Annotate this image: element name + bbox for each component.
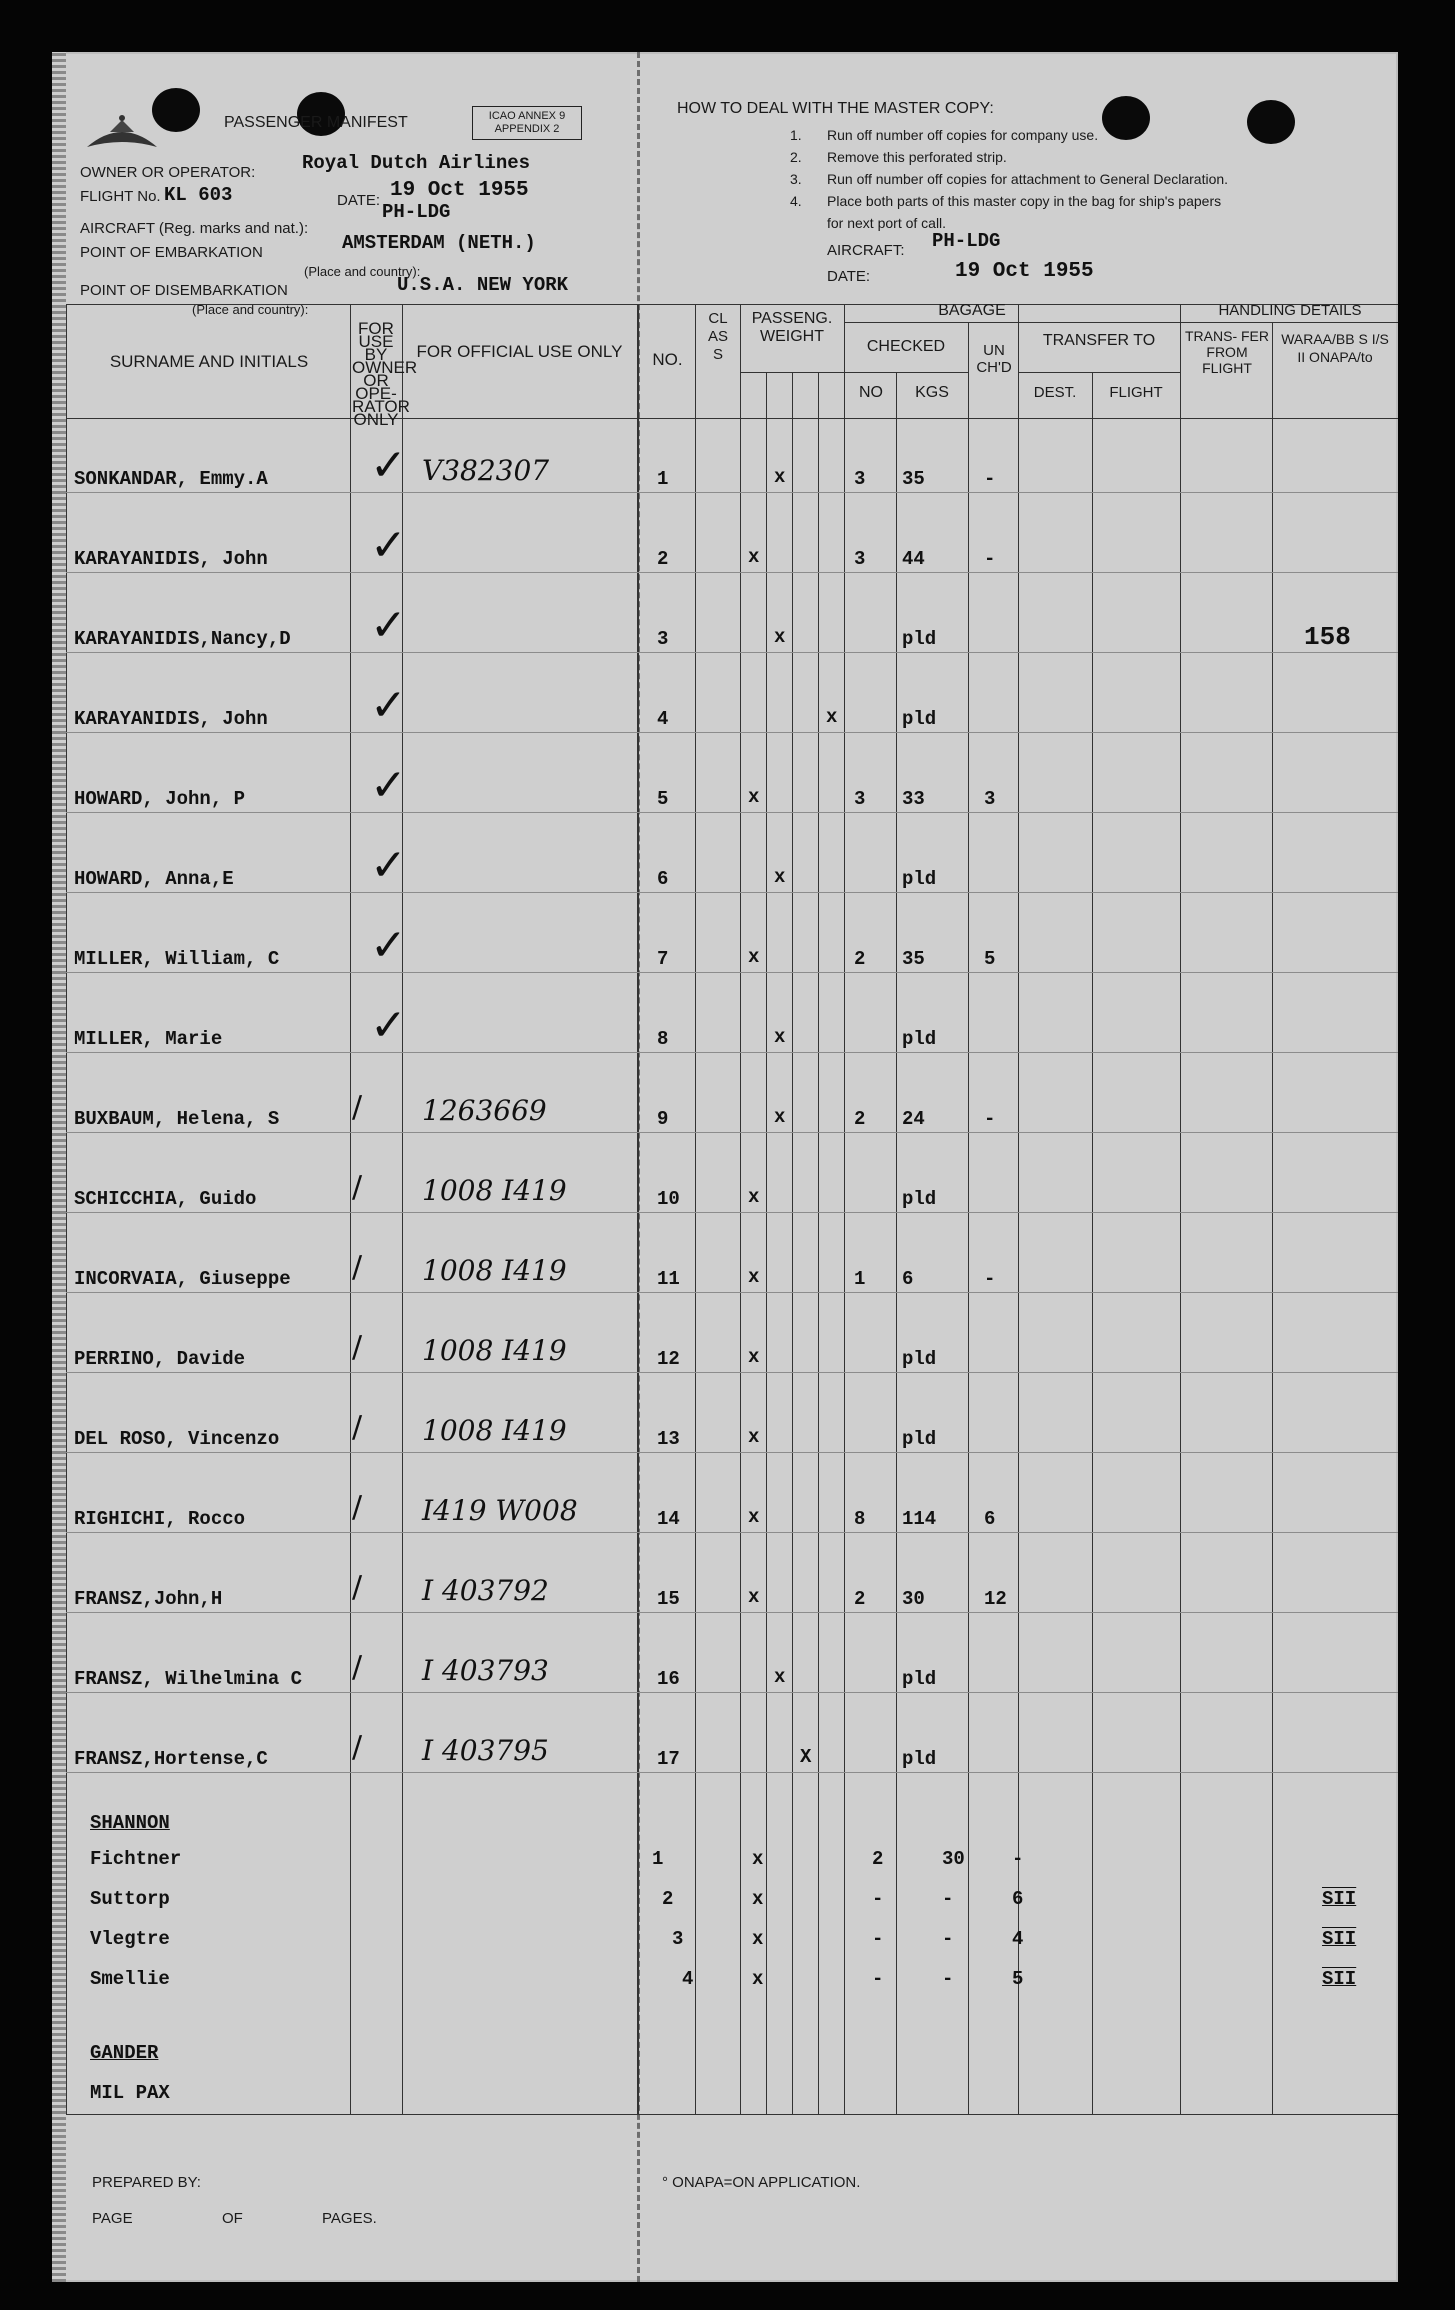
pages-label: PAGES.: [322, 2210, 377, 2227]
bag-kgs: 44: [902, 548, 925, 570]
col-flight: FLIGHT: [1109, 384, 1163, 401]
shannon-weight: x: [752, 1968, 764, 1990]
header-subrule: [740, 372, 844, 373]
table-bottom-rule: [66, 2114, 1398, 2115]
passenger-name: MILLER, William, C: [74, 948, 280, 970]
passenger-name: FRANSZ, Wilhelmina C: [74, 1668, 303, 1690]
shannon-bag-count: -: [872, 1888, 884, 1910]
dash-mark-icon: ∕: [352, 1730, 363, 1765]
col-weight: PASSENG. WEIGHT: [751, 310, 833, 345]
punch-hole: [1102, 96, 1150, 140]
bag-kgs: pld: [902, 868, 937, 890]
bag-kgs: 24: [902, 1108, 925, 1130]
dash-mark-icon: ∕: [352, 1490, 363, 1525]
row-rule: [66, 572, 1398, 573]
col-rule: [792, 372, 793, 2114]
row-rule: [66, 1132, 1398, 1133]
passenger-no: 9: [657, 1108, 669, 1130]
official-doc-number: I419 W008: [422, 1494, 578, 1527]
col-rule: [1018, 304, 1019, 2114]
col-official: FOR OFFICIAL USE ONLY: [416, 342, 623, 361]
instruction-text: Run off number off copies for company use.: [827, 127, 1099, 143]
col-handling: HANDLING DETAILS: [1218, 302, 1362, 319]
instr-date-label: DATE:: [827, 268, 871, 285]
sheet-edge: [52, 52, 66, 2282]
weight-mark: x: [748, 546, 760, 568]
shannon-bag-kgs: -: [942, 1888, 954, 1910]
bag-count: 2: [854, 1108, 866, 1130]
bag-kgs: 35: [902, 468, 925, 490]
page-label: PAGE: [92, 2210, 133, 2227]
dash-mark-icon: ∕: [352, 1410, 363, 1445]
dash-mark-icon: ∕: [352, 1170, 363, 1205]
row-rule: [66, 1532, 1398, 1533]
passenger-name: HOWARD, John, P: [74, 788, 246, 810]
instructions-title: HOW TO DEAL WITH THE MASTER COPY:: [677, 100, 994, 117]
shannon-handling: SII: [1322, 1928, 1357, 1950]
col-surname: SURNAME AND INITIALS: [109, 352, 309, 371]
shannon-handling: SII: [1322, 1968, 1357, 1990]
shannon-bag-kgs: -: [942, 1968, 954, 1990]
shannon-unchecked: 5: [1012, 1968, 1024, 1990]
weight-mark: x: [748, 1186, 760, 1208]
passenger-no: 3: [657, 628, 669, 650]
shannon-bag-count: 2: [872, 1848, 884, 1870]
bag-kgs: pld: [902, 1748, 937, 1770]
bag-kgs: pld: [902, 1668, 937, 1690]
passenger-name: KARAYANIDIS,Nancy,D: [74, 628, 291, 650]
unchecked-bags: -: [984, 548, 996, 570]
official-doc-number: V382307: [422, 454, 550, 487]
official-doc-number: I 403793: [422, 1654, 549, 1687]
date-label: DATE:: [337, 192, 381, 209]
passenger-name: INCORVAIA, Giuseppe: [74, 1268, 291, 1290]
passenger-name: PERRINO, Davide: [74, 1348, 246, 1370]
disembark-label: POINT OF DISEMBARKATION: [80, 282, 288, 299]
shannon-unchecked: -: [1012, 1848, 1024, 1870]
weight-mark: x: [774, 626, 786, 648]
bag-count: 2: [854, 948, 866, 970]
shannon-name: Fichtner: [90, 1848, 182, 1870]
weight-mark: X: [800, 1746, 812, 1768]
row-rule: [66, 892, 1398, 893]
weight-mark: x: [774, 1106, 786, 1128]
shannon-name: Smellie: [90, 1968, 170, 1990]
bag-count: 3: [854, 788, 866, 810]
shannon-handling: SII: [1322, 1888, 1357, 1910]
passenger-no: 6: [657, 868, 669, 890]
unchecked-bags: -: [984, 1108, 996, 1130]
unchecked-bags: 5: [984, 948, 996, 970]
official-doc-number: 1008 I419: [422, 1174, 567, 1207]
shannon-no: 1: [652, 1848, 664, 1870]
col-owner-use: FOR USE BY OWNER OR OPE- RATOR ONLY: [352, 319, 418, 429]
col-dest: DEST.: [1033, 384, 1077, 401]
passenger-no: 15: [657, 1588, 680, 1610]
checkmark-icon: ✓: [370, 600, 407, 651]
owner-label: OWNER OR OPERATOR:: [80, 164, 256, 181]
shannon-bag-kgs: -: [942, 1928, 954, 1950]
header-subrule: [844, 322, 1398, 323]
col-transfer: TRANSFER TO: [1042, 332, 1156, 349]
weight-mark: x: [774, 866, 786, 888]
passenger-name: DEL ROSO, Vincenzo: [74, 1428, 280, 1450]
onapa-note: ° ONAPA=ON APPLICATION.: [662, 2174, 861, 2191]
shannon-unchecked: 6: [1012, 1888, 1024, 1910]
shannon-name: Vlegtre: [90, 1928, 170, 1950]
passenger-name: SONKANDAR, Emmy.A: [74, 468, 268, 490]
unchecked-bags: 12: [984, 1588, 1007, 1610]
official-doc-number: 1263669: [422, 1094, 547, 1127]
col-rule: [844, 304, 845, 2114]
col-rule: [66, 304, 67, 2114]
disembark-sub: (Place and country):: [192, 302, 309, 317]
unchecked-bags: 3: [984, 788, 996, 810]
dash-mark-icon: ∕: [352, 1250, 363, 1285]
official-doc-number: 1008 I419: [422, 1414, 567, 1447]
weight-mark: x: [826, 706, 838, 728]
date-value: 19 Oct 1955: [390, 179, 529, 202]
shannon-title: SHANNON: [90, 1812, 170, 1834]
dash-mark-icon: ∕: [352, 1330, 363, 1365]
weight-mark: x: [748, 1266, 760, 1288]
shannon-name: Suttorp: [90, 1888, 170, 1910]
manifest-sheet: [52, 52, 1398, 2282]
weight-mark: x: [748, 1426, 760, 1448]
row-rule: [66, 972, 1398, 973]
shannon-no: 4: [682, 1968, 694, 1990]
shannon-bag-count: -: [872, 1928, 884, 1950]
onapa-text: ONAPA=ON APPLICATION.: [672, 2174, 861, 2191]
instr-date-value: 19 Oct 1955: [955, 260, 1094, 283]
instruction-text: Place both parts of this master copy in the bag for ship's papers: [827, 193, 1222, 209]
col-rule: [350, 304, 351, 2114]
col-class: CLASS: [707, 310, 728, 363]
checkmark-icon: ✓: [370, 1000, 407, 1051]
col-rule: [1272, 322, 1273, 2114]
passenger-name: SCHICCHIA, Guido: [74, 1188, 257, 1210]
col-kgs: KGS: [915, 384, 949, 401]
annex-box: ICAO ANNEX 9 APPENDIX 2: [472, 106, 582, 140]
row-rule: [66, 812, 1398, 813]
row-rule: [66, 1612, 1398, 1613]
bag-count: 8: [854, 1508, 866, 1530]
instruction-number: 1.: [790, 127, 802, 143]
passenger-no: 10: [657, 1188, 680, 1210]
form-title: PASSENGER MANIFEST: [224, 114, 408, 131]
row-rule: [66, 652, 1398, 653]
checkmark-icon: ✓: [370, 840, 407, 891]
row-rule: [66, 1052, 1398, 1053]
checkmark-icon: ✓: [370, 760, 407, 811]
shannon-unchecked: 4: [1012, 1928, 1024, 1950]
passenger-no: 14: [657, 1508, 680, 1530]
passenger-name: KARAYANIDIS, John: [74, 548, 268, 570]
row-rule: [66, 1372, 1398, 1373]
embark-value: AMSTERDAM (NETH.): [342, 232, 536, 254]
shannon-weight: x: [752, 1848, 764, 1870]
weight-mark: x: [748, 1346, 760, 1368]
flight-label: FLIGHT No.: [80, 188, 161, 205]
col-transfer-from: TRANS- FER FROM FLIGHT: [1185, 328, 1269, 376]
row-rule: [66, 1212, 1398, 1213]
dash-mark-icon: ∕: [352, 1570, 363, 1605]
row-rule: [66, 732, 1398, 733]
bag-kgs: pld: [902, 1348, 937, 1370]
weight-mark: x: [748, 946, 760, 968]
weight-mark: x: [774, 1026, 786, 1048]
weight-mark: x: [748, 786, 760, 808]
col-rule: [968, 322, 969, 2114]
header-subrule: [1018, 372, 1180, 373]
passenger-no: 1: [657, 468, 669, 490]
passenger-name: BUXBAUM, Helena, S: [74, 1108, 280, 1130]
instruction-number: 3.: [790, 171, 802, 187]
col-rule: [766, 372, 767, 2114]
owner-value: Royal Dutch Airlines: [302, 152, 531, 174]
col-rule: [896, 372, 897, 2114]
gander-title: GANDER: [90, 2042, 159, 2064]
passenger-no: 12: [657, 1348, 680, 1370]
shannon-weight: x: [752, 1928, 764, 1950]
instruction-text: Remove this perforated strip.: [827, 149, 1007, 165]
prepared-by-label: PREPARED BY:: [92, 2174, 201, 2191]
row-rule: [66, 1692, 1398, 1693]
klm-crown-logo-icon: [82, 112, 162, 162]
header-subrule: [844, 372, 968, 373]
bag-kgs: 114: [902, 1508, 937, 1530]
col-rule: [740, 304, 741, 2114]
punch-hole: [1247, 100, 1295, 144]
unchecked-bags: -: [984, 468, 996, 490]
bag-kgs: 6: [902, 1268, 914, 1290]
passenger-name: HOWARD, Anna,E: [74, 868, 234, 890]
passenger-no: 17: [657, 1748, 680, 1770]
bag-kgs: pld: [902, 1028, 937, 1050]
dash-mark-icon: ∕: [352, 1090, 363, 1125]
col-baggage: BAGAGE: [938, 302, 1006, 319]
instruction-number: 4.: [790, 193, 802, 209]
dash-mark-icon: ∕: [352, 1650, 363, 1685]
unchecked-bags: 6: [984, 1508, 996, 1530]
passenger-no: 13: [657, 1428, 680, 1450]
passenger-name: FRANSZ,Hortense,C: [74, 1748, 268, 1770]
col-waraa: WARAA/BB S I/S II ONAPA/to: [1281, 331, 1389, 365]
instr-aircraft-label: AIRCRAFT:: [827, 242, 905, 259]
checkmark-icon: ✓: [370, 440, 407, 491]
col-checked: CHECKED: [866, 338, 946, 355]
aircraft-value: PH-LDG: [382, 201, 451, 223]
instruction-number: 2.: [790, 149, 802, 165]
passenger-no: 5: [657, 788, 669, 810]
col-rule: [402, 304, 403, 2114]
official-doc-number: 1008 I419: [422, 1334, 567, 1367]
col-unchd: UN CH'D: [976, 342, 1012, 376]
bag-count: 3: [854, 548, 866, 570]
table-header-rule: [66, 418, 1398, 419]
col-rule: [1092, 372, 1093, 2114]
passenger-no: 4: [657, 708, 669, 730]
flight-value: KL 603: [164, 184, 233, 206]
bag-count: 2: [854, 1588, 866, 1610]
col-bag-no: NO: [859, 384, 883, 401]
passenger-no: 11: [657, 1268, 680, 1290]
instr-aircraft-value: PH-LDG: [932, 230, 1001, 252]
bag-count: 3: [854, 468, 866, 490]
passenger-name: MILLER, Marie: [74, 1028, 223, 1050]
embark-label: POINT OF EMBARKATION: [80, 244, 263, 261]
of-label: OF: [222, 2210, 243, 2227]
bag-kgs: 33: [902, 788, 925, 810]
weight-mark: x: [748, 1506, 760, 1528]
row-rule: [66, 1292, 1398, 1293]
weight-mark: x: [748, 1586, 760, 1608]
col-rule: [818, 372, 819, 2114]
shannon-bag-kgs: 30: [942, 1848, 965, 1870]
gander-sub: MIL PAX: [90, 2082, 170, 2104]
handling-note: 158: [1304, 622, 1351, 652]
bag-kgs: pld: [902, 708, 937, 730]
instruction-text: for next port of call.: [827, 215, 947, 231]
shannon-no: 3: [672, 1928, 684, 1950]
bag-kgs: pld: [902, 628, 937, 650]
bag-count: 1: [854, 1268, 866, 1290]
passenger-name: FRANSZ,John,H: [74, 1588, 223, 1610]
passenger-name: KARAYANIDIS, John: [74, 708, 268, 730]
official-doc-number: 1008 I419: [422, 1254, 567, 1287]
disembark-value: U.S.A. NEW YORK: [397, 274, 569, 296]
passenger-no: 7: [657, 948, 669, 970]
checkmark-icon: ✓: [370, 520, 407, 571]
official-doc-number: I 403795: [422, 1734, 549, 1767]
passenger-no: 16: [657, 1668, 680, 1690]
shannon-weight: x: [752, 1888, 764, 1910]
weight-mark: x: [774, 466, 786, 488]
col-rule: [637, 304, 639, 2114]
col-rule: [695, 304, 696, 2114]
row-rule: [66, 492, 1398, 493]
passenger-no: 8: [657, 1028, 669, 1050]
col-rule: [1180, 304, 1181, 2114]
bag-kgs: pld: [902, 1428, 937, 1450]
bag-kgs: pld: [902, 1188, 937, 1210]
col-no: NO.: [652, 350, 683, 369]
instruction-text: Run off number off copies for attachment to General Declaration.: [827, 171, 1229, 187]
unchecked-bags: -: [984, 1268, 996, 1290]
passenger-no: 2: [657, 548, 669, 570]
shannon-bag-count: -: [872, 1968, 884, 1990]
official-doc-number: I 403792: [422, 1574, 549, 1607]
checkmark-icon: ✓: [370, 920, 407, 971]
bag-kgs: 35: [902, 948, 925, 970]
shannon-no: 2: [662, 1888, 674, 1910]
row-rule: [66, 1772, 1398, 1773]
bag-kgs: 30: [902, 1588, 925, 1610]
aircraft-label: AIRCRAFT (Reg. marks and nat.):: [80, 220, 309, 237]
passenger-name: RIGHICHI, Rocco: [74, 1508, 246, 1530]
checkmark-icon: ✓: [370, 680, 407, 731]
row-rule: [66, 1452, 1398, 1453]
embark-sub: (Place and country):: [304, 264, 421, 279]
weight-mark: x: [774, 1666, 786, 1688]
